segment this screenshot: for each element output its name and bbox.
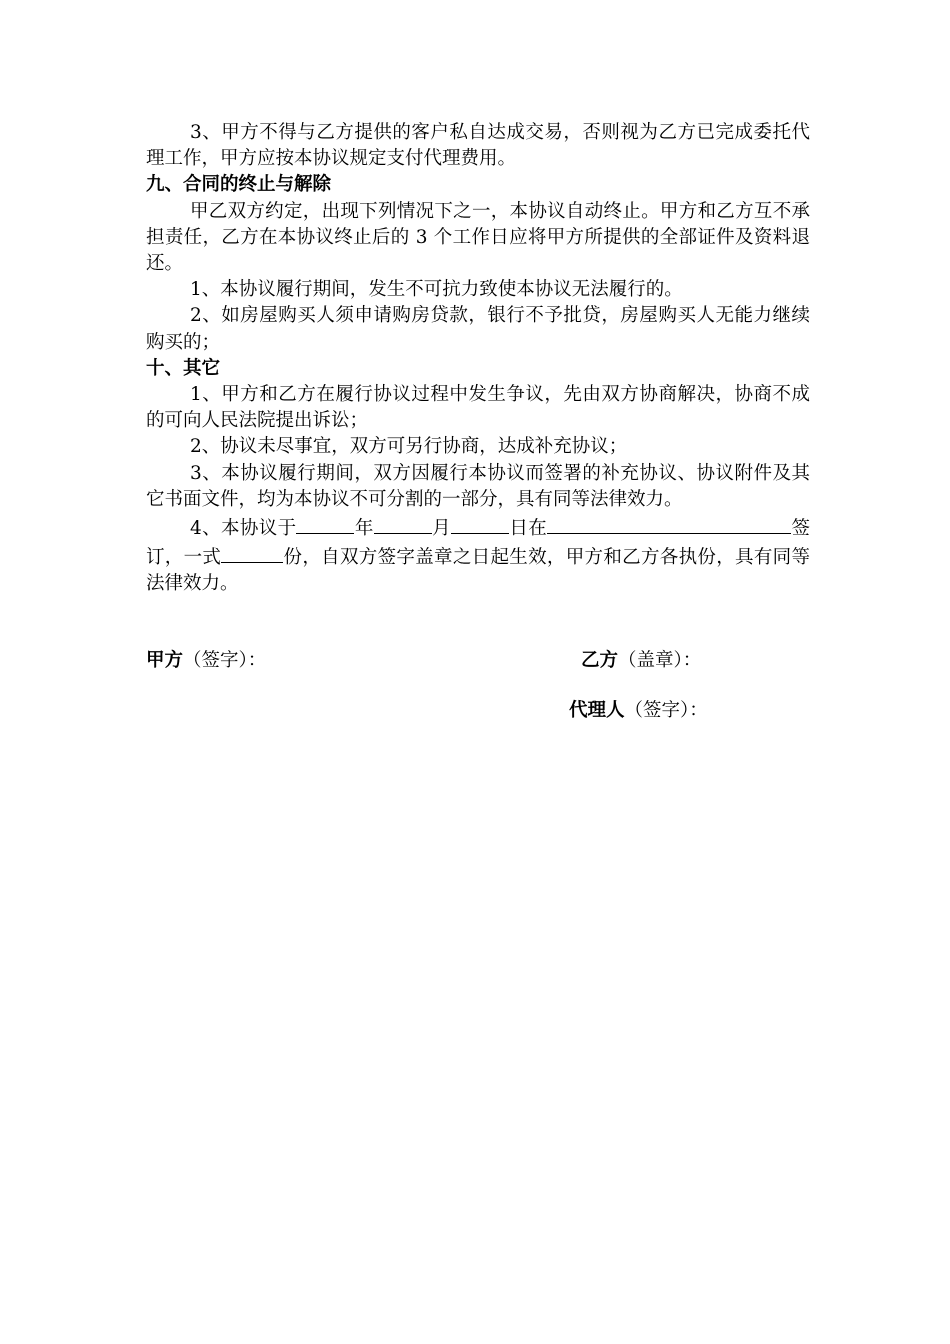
year-label: 年 (354, 518, 374, 540)
item-4-prefix: 4、本协议于 (190, 518, 297, 540)
day-blank (451, 513, 509, 534)
party-b-role: 乙方 (581, 650, 619, 671)
month-blank (374, 513, 432, 534)
item-4-rest: 份，自双方签字盖章之日起生效，甲方和乙方各执份，具有同等法律效力。 (146, 547, 810, 595)
copies-blank (221, 542, 283, 563)
year-blank (296, 513, 354, 534)
section-9-item-1: 1、本协议履行期间，发生不可抗力致使本协议无法履行的。 (190, 279, 683, 301)
party-b-seal (581, 648, 701, 674)
signed-label: 签订，一式 (146, 518, 810, 569)
month-label: 月 (431, 518, 451, 540)
party-a-signature (146, 648, 266, 674)
agent-role: 代理人 (569, 700, 625, 721)
section-10-item-2: 2、协议未尽事宜，双方可另行协商，达成补充协议； (190, 436, 628, 458)
section-9-intro: 甲乙双方约定，出现下列情况下之一，本协议自动终止。甲方和乙方互不承担责任，乙方在本协议终止后的 3 个工作日应将甲方所提供的全部证件及资料退还。 (146, 200, 810, 275)
agent-signature (569, 698, 708, 724)
section-10-heading: 十、其它 (146, 357, 221, 379)
agent-note: （签字）： (624, 700, 708, 721)
party-a-role: 甲方 (146, 650, 184, 671)
section-10-item-4 (146, 513, 810, 598)
party-b-note: （盖章）： (618, 650, 702, 671)
contract-body (146, 120, 810, 598)
section-10-item-3: 3、本协议履行期间，双方因履行本协议而签署的补充协议、协议附件及其它书面文件，均为本协议不可分割的一部分，具有同等法律效力。 (146, 462, 810, 510)
clause-8-item-3: 3、甲方不得与乙方提供的客户私自达成交易，否则视为乙方已完成委托代理工作，甲方应按本协议规定支付代理费用。 (146, 122, 810, 170)
day-in-label: 日在 (508, 518, 548, 540)
section-9-item-2: 2、如房屋购买人须申请购房贷款，银行不予批贷，房屋购买人无能力继续购买的； (146, 305, 810, 353)
section-10-item-1: 1、甲方和乙方在履行协议过程中发生争议，先由双方协商解决，协商不成的可向人民法院提出诉讼； (146, 384, 810, 432)
party-a-note: （签字）： (183, 650, 267, 671)
place-blank (547, 513, 791, 534)
section-9-heading: 九、合同的终止与解除 (146, 174, 332, 196)
